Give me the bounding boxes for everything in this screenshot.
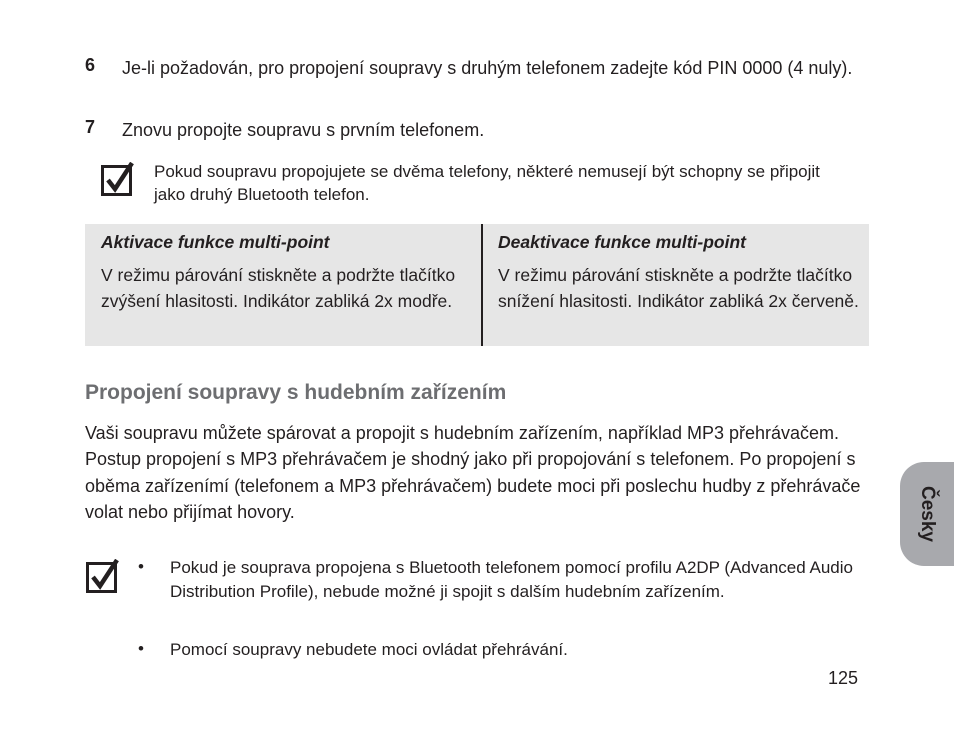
table-column-activate [85,224,481,346]
section-paragraph: Vaši soupravu můžete spárovat a propojit s hudebním zařízením, například MP3 přehrávačem. Postup propojení s MP3 přehrávačem je shodný jako při propojování s telefonem. Po propojení s oběma zařízenímí (telefonem a MP3 přehrávačem) budete moci při poslechu hudby z přehrávače volat nebo přijímat hovory. [85,423,861,522]
note-text: Pokud soupravu propojujete se dvěma telefony, některé nemusejí být schopny se připojit jako druhý Bluetooth telefon. [154,162,820,204]
bullet-text-a2dp: Pokud je souprava propojena s Bluetooth telefonem pomocí profilu A2DP (Advanced Audio Distribution Profile), nebude možné ji spojit s dalším hudebním zařízením. [170,558,853,601]
bullet-marker: • [138,639,144,658]
table-heading-deactivate: Deaktivace funkce multi-point [498,232,746,252]
table-heading-activate: Aktivace funkce multi-point [101,232,330,252]
bullet-marker: • [138,557,144,576]
multipoint-table [85,224,869,346]
checkbox-check-icon [86,559,120,593]
bullet-text-playback: Pomocí soupravy nebudete moci ovládat přehrávání. [170,640,568,659]
step-number-7: 7 [85,117,96,137]
table-body-deactivate: V režimu párování stiskněte a podržte tlačítko snížení hlasitosti. Indikátor zabliká 2x červeně. [498,265,859,311]
step-text-7: Znovu propojte soupravu s prvním telefonem. [122,120,485,140]
language-tab-label: Česky [917,486,938,542]
section-title: Propojení soupravy s hudebním zařízením [85,381,507,404]
language-tab [900,462,954,566]
page-number: 125 [828,668,859,688]
checkbox-check-icon [101,162,135,196]
table-column-deactivate [483,224,869,346]
step-text-6: Je-li požadován, pro propojení soupravy s druhým telefonem zadejte kód PIN 0000 (4 nuly). [122,58,853,78]
step-number-6: 6 [85,55,96,75]
table-body-activate: V režimu párování stiskněte a podržte tlačítko zvýšení hlasitosti. Indikátor zabliká 2x modře. [101,265,456,311]
